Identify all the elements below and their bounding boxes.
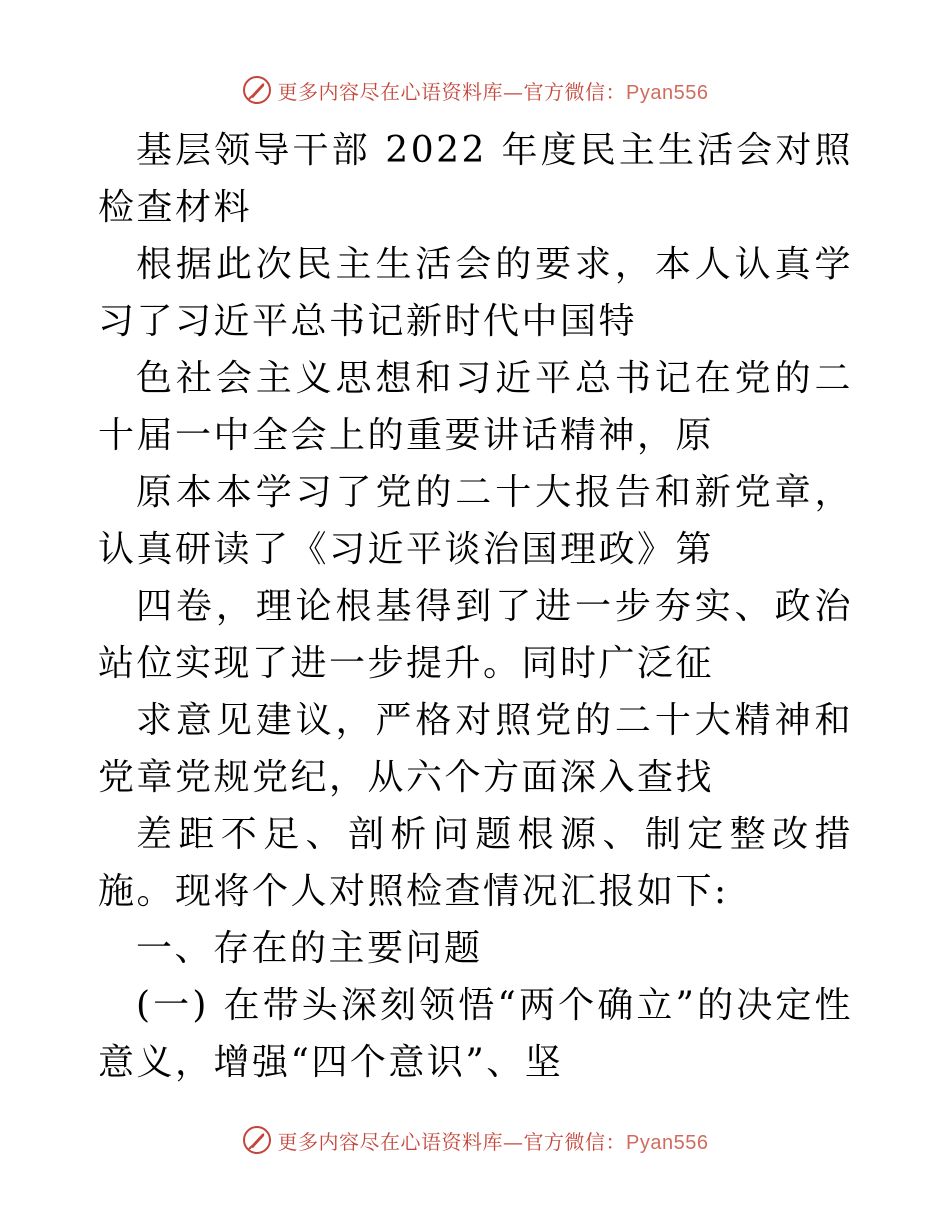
watermark-main-text: 更多内容尽在心语资料库—官方微信： (277, 79, 627, 104)
body-paragraph-1: 根据此次民主生活会的要求，本人认真学习了习近平总书记新时代中国特 (98, 244, 853, 342)
document-title: 基层领导干部 2022 年度民主生活会对照检查材料 (98, 130, 853, 228)
watermark-text (278, 76, 709, 105)
feather-pen-icon (242, 75, 272, 105)
body-paragraph-6: 差距不足、剖析问题根源、制定整改措施。现将个人对照检查情况汇报如下: (98, 814, 853, 912)
body-paragraph-3: 原本本学习了党的二十大报告和新党章，认真研读了《习近平谈治国理政》第 (98, 472, 853, 570)
body-paragraph-2: 色社会主义思想和习近平总书记在党的二十届一中全会上的重要讲话精神，原 (98, 358, 853, 456)
body-paragraph-4: 四卷，理论根基得到了进一步夯实、政治站位实现了进一步提升。同时广泛征 (98, 586, 853, 684)
feather-pen-icon (242, 1125, 272, 1155)
footer-watermark (0, 1120, 950, 1160)
watermark-text (278, 1126, 709, 1155)
section-heading: 一、存在的主要问题 (136, 928, 483, 969)
document-body (98, 122, 853, 1091)
watermark-wechat-id: Pyan556 (626, 81, 709, 104)
body-paragraph-5: 求意见建议，严格对照党的二十大精神和党章党规党纪，从六个方面深入查找 (98, 700, 853, 798)
watermark-main-text: 更多内容尽在心语资料库—官方微信： (277, 1129, 627, 1154)
watermark-wechat-id: Pyan556 (626, 1131, 709, 1154)
subsection-item: (一) 在带头深刻领悟“两个确立”的决定性意义，增强“四个意识”、坚 (98, 985, 853, 1083)
header-watermark (0, 70, 950, 110)
